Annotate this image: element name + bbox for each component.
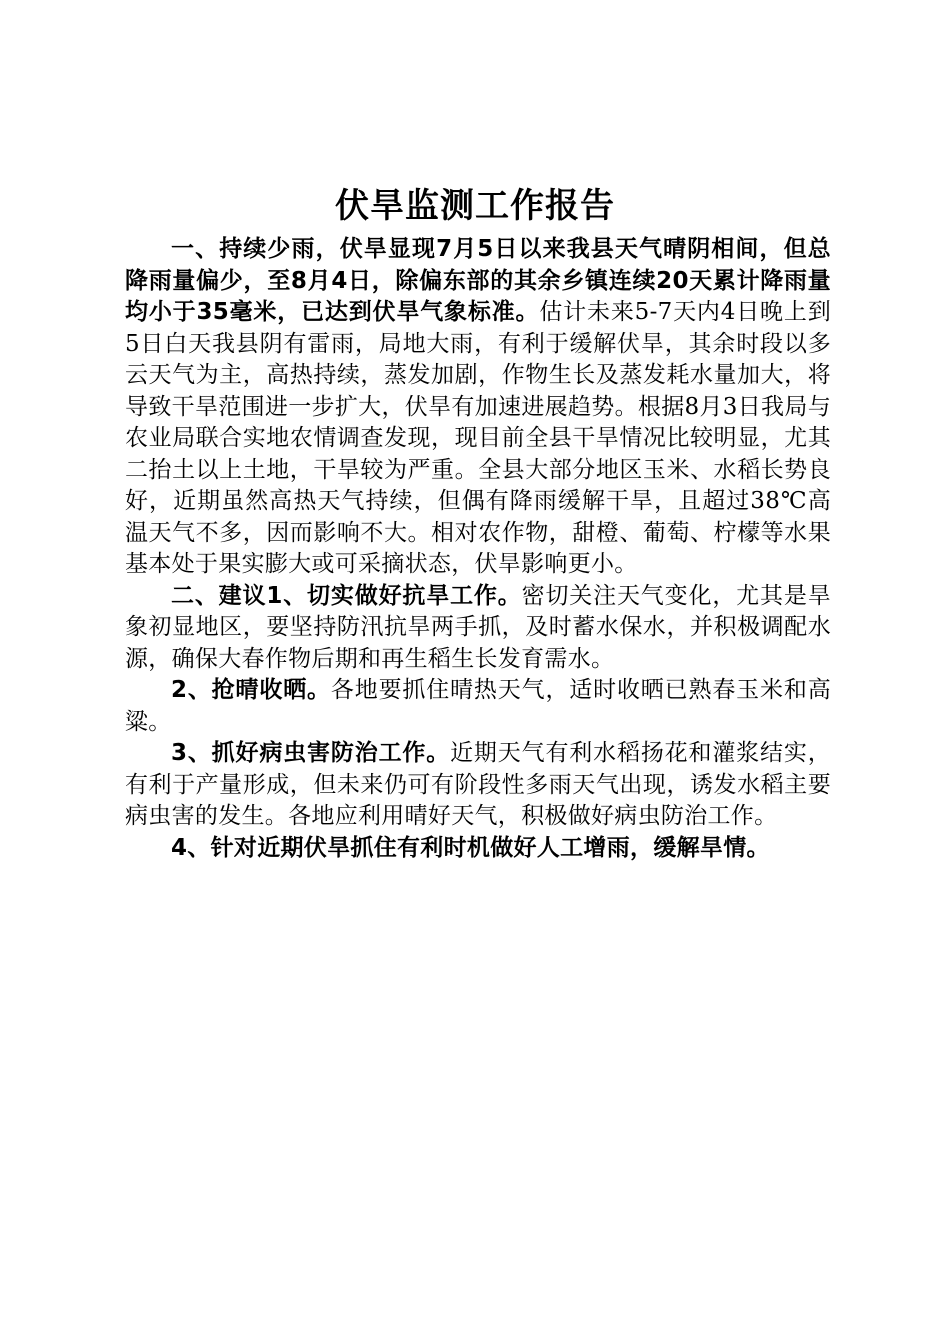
document-body bbox=[125, 234, 831, 864]
paragraph-3-suggestion-harvest bbox=[125, 675, 831, 738]
paragraph-5-heading: 4、针对近期伏旱抓住有利时机做好人工增雨，缓解旱情。 bbox=[171, 834, 770, 861]
paragraph-4-heading: 3、抓好病虫害防治工作。 bbox=[171, 740, 451, 766]
paragraph-5-suggestion-artificial-rain bbox=[125, 833, 831, 865]
paragraph-3-heading: 2、抢晴收晒。 bbox=[171, 677, 331, 703]
document-title: 伏旱监测工作报告 bbox=[335, 186, 615, 226]
paragraph-1-drought-status bbox=[125, 234, 831, 581]
paragraph-2-text: 密切关注天气变化，尤其是旱象初显地区，要坚持防汛抗旱两手抓，及时蓄水保水，并积极调配水源，确保大春作物后期和再生稻生长发育需水。 bbox=[125, 582, 831, 672]
paragraph-1-text: 估计未来5-7天内4日晚上到5日白天我县阴有雷雨，局地大雨，有利于缓解伏旱，其余时段以多云天气为主，高热持续，蒸发加剧，作物生长及蒸发耗水量加大，将导致干旱范围进一步扩大，伏旱有加速进展趋势。根据8月3日我局与农业局联合实地农情调查发现，现目前全县干旱情况比较明显，尤其二抬土以上土地，干旱较为严重。全县大部分地区玉米、水稻长势良好，近期虽然高热天气持续，但偶有降雨缓解干旱，且超过38℃高温天气不多，因而影响不大。相对农作物，甜橙、葡萄、柠檬等水果基本处于果实膨大或可采摘状态，伏旱影响更小。 bbox=[125, 299, 831, 577]
paragraph-2-suggestion-drought-relief bbox=[125, 581, 831, 676]
paragraph-4-text: 近期天气有利水稻扬花和灌浆结实，有利于产量形成，但未来仍可有阶段性多雨天气出现，诱发水稻主要病虫害的发生。各地应利用晴好天气，积极做好病虫防治工作。 bbox=[125, 740, 831, 829]
paragraph-1-heading: 一、持续少雨，伏旱显现7月5日以来我县天气晴阴相间，但总降雨量偏少，至8月4日，除偏东部的其余乡镇连续20天累计降雨量均小于35毫米，已达到伏旱气象标准。 bbox=[125, 236, 831, 325]
paragraph-2-heading: 二、建议1、切实做好抗旱工作。 bbox=[171, 582, 522, 609]
paragraph-4-suggestion-pest-control bbox=[125, 738, 831, 833]
paragraph-3-text: 各地要抓住晴热天气，适时收晒已熟春玉米和高粱。 bbox=[125, 677, 831, 735]
